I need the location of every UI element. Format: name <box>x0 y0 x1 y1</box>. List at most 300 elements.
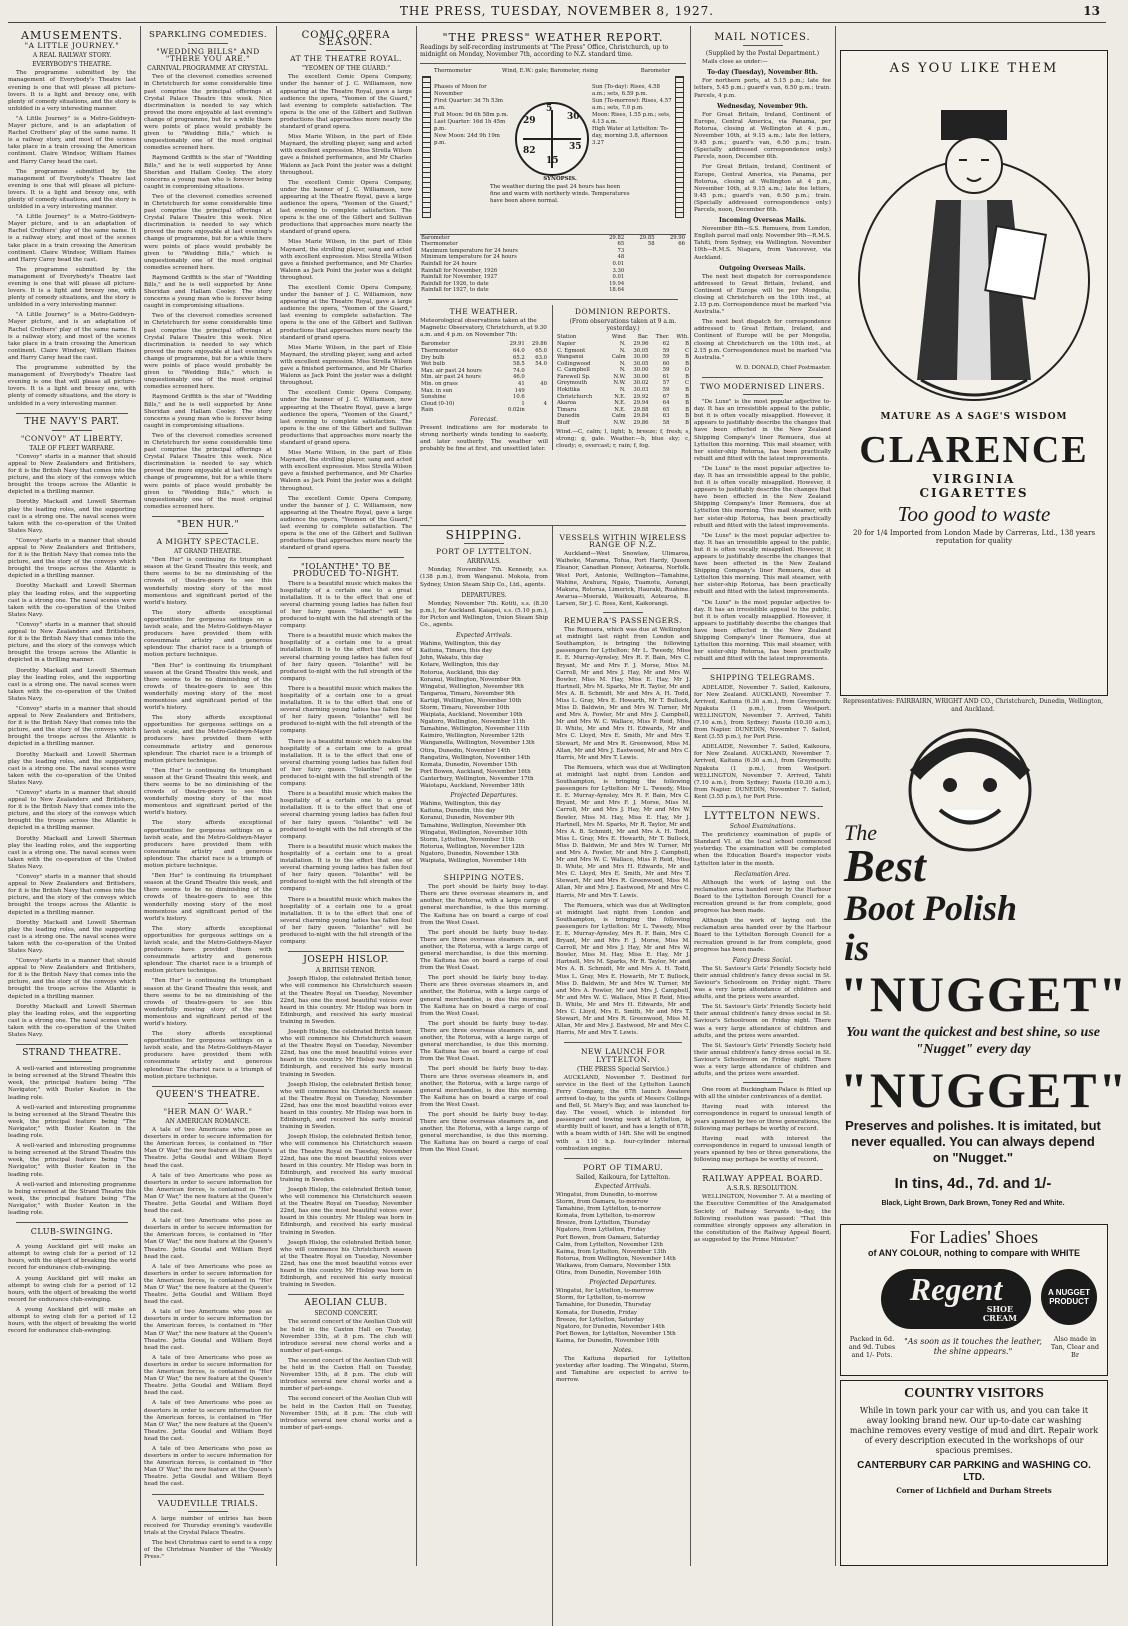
article-paragraph: There is a beautiful music which makes the hospitality of a certain one to a great installation. It is to the effect that one of several charming young ladies has fallen foul of her fairy queen. "Iolanthe" will be produced to-night with the full strength of the company. <box>280 685 412 735</box>
weather-readings-table <box>420 235 686 294</box>
article-paragraph: The story affords exceptional opportunities for gorgeous settings on a lavish scale, and the Metro-Goldwyn-Mayer producers have provided them with consummate artistry and generous splendour. The chariot race is a triumph of motion picture technique. <box>144 609 272 659</box>
dial-number: 5 <box>546 103 553 114</box>
article-paragraph: The best Christmas card to send is a copy of the Christmas Number of the "Weekly Press." <box>144 1539 272 1561</box>
ad-fineprint: 20 for 1/4 Imported from London Made by Carreras, Ltd., 138 years reputation for quality <box>852 529 1096 545</box>
table-cell <box>625 261 655 268</box>
table-cell: C <box>684 380 689 387</box>
list-item: Rotorua, from Wellington, November 14th <box>556 1255 676 1262</box>
observations-table <box>420 341 548 414</box>
dominion-note: Wind.—C, calm; l, light; b, breeze; f, fresh; s, strong; g, gale. Weather.—b, blue sky; c, cloudy; o, overcast; r, rain; f, fog. <box>556 428 690 449</box>
article-paragraph: A well-varied and interesting programme is being screened at the Strand Theatre this week, the principal feature being "The Navigator," with Buster Keaton in the leading role. <box>8 1104 136 1140</box>
table-cell: 60 <box>662 360 670 367</box>
heading-timaru-projected: Projected Departures. <box>589 1279 657 1287</box>
ad-regent-shoe-cream <box>840 1224 1108 1376</box>
heading-the-weather: THE WEATHER. <box>449 307 519 317</box>
article-paragraph: "Ben Hur" is continuing its triumphant season at the Grand Theatre this week, and there seems to be no diminishing of the crowds of theatre-goers to see this wonderfully moving story of the most momentous and significant period of the world's history. <box>144 873 272 922</box>
shipping-notes: The port should be fairly busy to-day. There are three overseas steamers in, and another, the Rotorua, with a large cargo of general merchandise, is due this morning. The Kaituna has on board a cargo of coal from the West Coast. <box>420 884 548 926</box>
table-cell: 54.0 <box>535 361 547 368</box>
barometer-label: Barometer <box>640 67 670 74</box>
list-item: Storm, for Lyttelton, to-morrow <box>556 1295 646 1302</box>
table-cell: Barometer <box>421 341 450 348</box>
heading-projected-departures: Projected Departures. <box>450 792 518 800</box>
article-paragraph: There is a beautiful music which makes the hospitality of a certain one to a great installation. It is to the effect that one of several charming young ladies has fallen foul of her fairy queen. "Iolanthe" will be produced to-night with the full strength of the company. <box>280 843 412 893</box>
masthead <box>0 0 1114 22</box>
table-cell: Barometer <box>421 234 450 241</box>
heading-strand: STRAND THEATRE. <box>22 1048 122 1059</box>
list-item: Rangatira, Wellington, November 14th <box>420 754 531 761</box>
list-item: Port Bowen, from Oamaru, Saturday <box>556 1234 660 1241</box>
list-item: Breeze, for Lyttelton, Saturday <box>556 1316 645 1323</box>
postal-dept: (Supplied by the Postal Department.) <box>705 50 820 58</box>
ad-best: Best <box>844 840 926 891</box>
table-cell: B <box>685 413 689 420</box>
ad-nugget-colours: Black, Light Brown, Dark Brown, Toney Red and White. <box>881 1200 1065 1207</box>
mail-paragraph: November 8th—S.S. Remuera, from London, English parcel mail only. November 9th—R.M.S. Tahiti, from Sydney, via Wellington. November 10th—R.M.S. Niagara, from Vancouver, via Auckland. <box>694 226 831 261</box>
launch-text: AUCKLAND, November 7. Destined for service in the fleet of the Lyttelton Launch Ferry Company, the 67ft launch Awatere arrived to-day, to the yards of Messrs Collings and Bell, St. Mary's Bay, and was launched to-day. The vessel, which is intended for passenger and towing work at Lyttelton, is sturdily built of kauri, and has a length of 67ft, with a beam width of 14ft. She will be engined with a 110 h.p. four-cylinder internal combustion engine. <box>556 1074 690 1152</box>
heading-dominion-reports: DOMINION REPORTS. <box>574 307 671 317</box>
divider <box>288 557 404 558</box>
table-cell: 30.00 <box>633 373 649 380</box>
table-cell: N. <box>619 360 626 367</box>
table-cell: 65 <box>617 241 625 248</box>
ad-illustration-sage <box>841 80 1107 410</box>
table-cell: 30.02 <box>633 380 649 387</box>
table-cell: 61 <box>662 373 670 380</box>
divider <box>152 1086 264 1087</box>
divider <box>564 1042 682 1043</box>
article-paragraph: "Convoy" starts in a manner that should appeal to New Zealanders and Britishers, for it is the British Navy that comes into the picture, and the story of the convoys which brought the troops across the Atlantic is depicted in a thrilling manner. <box>8 790 136 832</box>
article-paragraph: "Ben Hur" is continuing its triumphant season at the Grand Theatre this week, and there seems to be no diminishing of the crowds of theatre-goers to see this wonderfully moving story of the most momentous and significant period of the world's history. <box>144 662 272 712</box>
table-cell <box>656 281 686 288</box>
wind-dial <box>515 102 589 176</box>
subheading: TALE OF FLEET WARFARE. <box>29 444 115 452</box>
divider <box>16 1222 128 1223</box>
heading-sparkling-comedies: SPARKLING COMEDIES. <box>148 30 268 40</box>
article-paragraph: Miss Marie Wilson, in the part of Elsie Maynard, the strolling player, sang and acted with excellent expression. Miss Strella Wilson gave a finished performance, and Mr Charles Walenn as Jack Point the jester was a delight throughout. <box>280 239 412 281</box>
article-paragraph: Dorothy Mackaill and Lowell Sherman play the leading roles, and the supporting cast is a strong one. The naval scenes were taken with the co-operation of the United States Navy. <box>8 583 136 618</box>
moon-phase: Phases of Moon for November <box>434 83 487 97</box>
weather-observations <box>420 305 548 453</box>
ad-headline: AS YOU LIKE THEM <box>889 61 1059 76</box>
article-paragraph: "Ben Hur" is continuing its triumphant season at the Grand Theatre this week, and there seems to be no diminishing of the crowds of theatre-goers to see this wonderfully moving story of the most momentous and significant period of the world's history. <box>144 767 272 817</box>
article-paragraph: The programme submitted by the management of Everybody's Theatre last evening is one that will please all picture-lovers. It is a light and breezy one, with plenty of comedy situations, and the story is unfolded in a very interesting manner. <box>8 365 136 407</box>
dial-number: 15 <box>546 155 559 166</box>
column-rule <box>690 26 691 1566</box>
article-paragraph: Two of the cleverest comedies screened in Christchurch for some considerable time past comprise the principal offerings at Crystal Palace Theatre this week. Nice discrimination is needed to say which proved the more enjoyable at last evening's change of programme, but for a while there were points of place would probably be given to "Wedding Bills," which is unquestionably one of the most original comedies screened here. <box>144 193 272 271</box>
subheading: "WEDDING BILLS" AND "THERE YOU ARE." <box>156 47 260 64</box>
postmaster-signature: W. D. DONALD, Chief Postmaster. <box>735 364 831 371</box>
table-cell: C <box>684 347 689 354</box>
list-item: Otira, Dunedin, November 14th <box>420 747 511 754</box>
table-cell: 30.00 <box>633 367 649 374</box>
table-cell: Collingwood <box>557 360 591 367</box>
table-cell: 10.6 <box>512 394 525 401</box>
article-paragraph: There is a beautiful music which makes the hospitality of a certain one to a great installation. It is to the effect that one of several charming young ladies has fallen foul of her fairy queen. "Iolanthe" will be produced to-night with the full strength of the company. <box>280 580 412 630</box>
divider <box>743 1082 783 1083</box>
masthead-title: THE PRESS, TUESDAY, NOVEMBER 8, 1927. <box>399 4 715 18</box>
table-cell: Dry bulb <box>421 354 445 361</box>
table-row <box>420 407 548 414</box>
ad-brand-clarence: CLARENCE <box>859 429 1089 471</box>
ad-country-text: While in town park your car with us, and you can take it away looking brand new. Our up-to-date car washing machine removes every vestige of mud and dirt. Repair work of every description executed in the workshops of our spacious premises. <box>849 1406 1099 1455</box>
shipping-notes: The port should be fairly busy to-day. There are three overseas steamers in, and another, the Rotorua, with a large cargo of general merchandise, is due this morning. The Kaituna has on board a cargo of coal from the West Coast. <box>420 1020 548 1063</box>
table-cell: 29.90 <box>669 234 685 241</box>
table-cell: B <box>685 406 689 413</box>
table-cell: 59 <box>662 367 670 374</box>
article-paragraph: "A Little Journey" is a Metro-Goldwyn-Mayer picture, and is an adaptation of Rachel Crothers' play of the same name. It is a railway story, and most of the scenes take place in a train crossing the American continent. Claire Windsor, William Haines and Harry Carey head the cast. <box>8 115 136 165</box>
heading-modernised-liners: TWO MODERNISED LINERS. <box>700 381 825 391</box>
list-item: Wanganella, Wellington, November 13th <box>420 740 535 747</box>
divider <box>16 1044 128 1045</box>
list-item: Komata, from Lyttelton, to-morrow <box>556 1213 656 1220</box>
table-cell: B <box>685 373 689 380</box>
article-paragraph: Two of the cleverest comedies screened in Christchurch for some considerable time past comprise the principal offerings at Crystal Palace Theatre this week. Nice discrimination is needed to say which proved the more enjoyable at last evening's change of programme, but for a while there were points of place would probably be given to "Wedding Bills," which is unquestionably one of the most original comedies screened here. <box>144 313 272 391</box>
table-cell: 73 <box>617 247 625 254</box>
ad-country-company: CANTERBURY CAR PARKING and WASHING CO. LTD. <box>857 1460 1091 1483</box>
ad-boot-polish: Boot Polish <box>844 888 1018 928</box>
ad-regent-cream: CREAM <box>982 1313 1017 1323</box>
railway-subhead: A.S.R.S. RESOLUTION. <box>727 1185 798 1193</box>
article-paragraph: There is a beautiful music which makes the hospitality of a certain one to a great installation. It is to the effect that one of several charming young ladies has fallen foul of her fairy queen. "Iolanthe" will be produced to-night with the full strength of the company. <box>280 633 412 682</box>
table-cell: Rainfall for 1926, to date <box>421 280 489 287</box>
heading-remuera-passengers: REMUERA'S PASSENGERS. <box>563 615 683 625</box>
article-paragraph: Joseph Hislop, the celebrated British tenor, who will commence his Christchurch season at the Theatre Royal on Tuesday, November 22nd, has one the most beautiful voices ever heard in this country. Mr Hislop was born in Edinburgh, and received his early musical training in Sweden. <box>280 1239 412 1289</box>
article-paragraph: "Convoy" starts in a manner that should appeal to New Zealanders and Britishers, for it is the British Navy that comes into the picture, and the story of the convoys which brought the troops across the Atlantic is depicted in a thrilling manner. <box>8 621 136 664</box>
weather-chart <box>420 63 686 235</box>
table-cell: 67 <box>662 393 670 400</box>
moon-phase: Last Quarter: 16d 1h 45m p.m. <box>434 118 506 132</box>
article-paragraph: "Convoy" starts in a manner that should appeal to New Zealanders and Britishers, for it is the British Navy that comes into the picture, and the story of the convoys which brought the troops across the Atlantic is depicted in a thrilling manner. <box>8 705 136 748</box>
list-item: Port Bowen, for Lyttelton, November 15th <box>556 1330 676 1337</box>
table-cell: Min. air past 24 hours <box>421 374 481 381</box>
sun-time: Sun (To-day): Rises, 4.58 a.m.; sets, 6.59 p.m. <box>592 83 660 97</box>
list-item: Ngatoro, from Lyttelton, Friday <box>556 1227 646 1234</box>
table-cell: B <box>685 393 689 400</box>
table-cell: N.E. <box>614 406 626 413</box>
article-paragraph: The excellent Comic Opera Company, under the banner of J. C. Williamson, now appearing at the Theatre Royal, gave a large audience the opera, "Yeomen of the Guard," last evening to complete satisfaction. The opera is the one of the Gilbert and Sullivan productions that approaches more nearly the standard of grand opera. <box>280 390 412 446</box>
article-paragraph: The second concert of the Aeolian Club will be held in the Caxton Hall on Tuesday, November 15th, at 8 p.m. The club will introduce several new choral works and a number of part-songs. <box>280 1357 412 1393</box>
table-cell: Wind <box>611 334 626 341</box>
table-cell: 0.01 <box>612 274 625 281</box>
article-paragraph: Having read with interest the correspondence in regard to unusual length of years spanned by two or three generations, the following may perhaps be worthy of record. <box>694 1104 831 1132</box>
table-cell: 65 <box>662 406 670 413</box>
table-cell: 65.2 <box>512 354 525 361</box>
article-paragraph: Dorothy Mackaill and Lowell Sherman play the leading roles, and the supporting cast is a strong one. The naval scenes were taken with the co-operation of the United States Navy. <box>8 919 136 954</box>
article-paragraph: A young Auckland girl will make an attempt to swing club for a period of 12 hours, with the object of breaking the world record for endurance club-swinging. <box>8 1306 136 1335</box>
article-paragraph: "A Little Journey" is a Metro-Goldwyn-Mayer picture, and is an adaptation of Rachel Crothers' play of the same name. It is a railway story, and most of the scenes take place in a train crossing the American continent. Claire Windsor, William Haines and Harry Carey head the cast. <box>8 312 136 361</box>
sun-time: Sun (To-morrow): Rises, 4.57 a.m.; sets, 7.0 p.m. <box>592 97 672 111</box>
sun-moon-times <box>592 84 672 147</box>
heading-timaru-expected: Expected Arrivals. <box>594 1182 652 1190</box>
article-paragraph: The excellent Comic Opera Company, under the banner of J. C. Williamson, now appearing at the Theatre Royal, gave a large audience the opera, "Yeomen of the Guard," last evening to complete satisfaction. The opera is the one of the Gilbert and Sullivan productions that approaches more nearly the standard of grand opera. <box>280 495 412 552</box>
list-item: Koranui, Dunedin, November 9th <box>420 815 515 822</box>
table-row <box>556 367 690 374</box>
table-cell <box>656 274 686 281</box>
ad-representatives: Representatives: FAIRBAIRN, WRIGHT AND CO., Christchurch, Dunedin, Wellington, and Auckland. <box>842 698 1104 713</box>
article-paragraph: There is a beautiful music which makes the hospitality of a certain one to a great installation. It is to the effect that one of several charming young ladies has fallen foul of her fairy queen. "Iolanthe" will be produced to-night with the full strength of the company. <box>280 738 412 788</box>
article-paragraph: "Convoy" starts in a manner that should appeal to New Zealanders and Britishers, for it is the British Navy that comes into the picture, and the story of the convoys which brought the troops across the Atlantic is depicted in a thrilling manner. <box>8 453 136 496</box>
list-item: Tamahine, Wellington, November 9th <box>420 822 526 829</box>
article-paragraph: The excellent Comic Opera Company, under the banner of J. C. Williamson, now appearing at the Theatre Royal, gave a large audience the opera, "Yeomen of the Guard," last evening to complete satisfaction. The opera is the one of the Gilbert and Sullivan productions that approaches more nearly the standard of grand opera. <box>280 74 412 131</box>
heading-expected-arrivals: Expected Arrivals. <box>455 632 513 640</box>
table-cell: Rain <box>421 407 434 414</box>
divider <box>152 1494 264 1495</box>
table-cell: Bar. <box>637 334 649 341</box>
news-subhead: School Examinations. <box>729 823 796 831</box>
list-item: Otira, from Dunedin, November 16th <box>556 1270 662 1277</box>
table-cell: 18.64 <box>609 287 625 294</box>
table-row <box>420 348 548 355</box>
weather-dominion-block <box>420 305 690 525</box>
table-cell <box>526 374 548 381</box>
article-paragraph: "A Little Journey" is a Metro-Goldwyn-Mayer picture, and is an adaptation of Rachel Crothers' play of the same name. It is a railway story, and most of the scenes take place in a train crossing the American continent. Claire Windsor, William Haines and Harry Carey head the cast. <box>8 214 136 263</box>
article-paragraph: The second concert of the Aeolian Club will be held in the Caxton Hall on Tuesday, November 15th, at 8 p.m. The club will introduce several new choral works and a number of part-songs. <box>280 1396 412 1431</box>
article-paragraph: A tale of two Americans who pose as deserters in order to secure information for the American forces, is contained in "Her Man O' War," the new feature at the Queen's Theatre. Jetta Goudal and William Boyd head the cast. <box>144 1263 272 1306</box>
table-cell: 48 <box>617 254 625 261</box>
article-paragraph: The excellent Comic Opera Company, under the banner of J. C. Williamson, now appearing at the Theatre Royal, gave a large audience the opera, "Yeomen of the Guard," last evening to complete satisfaction. The opera is the one of the Gilbert and Sullivan productions that approaches more nearly the standard of grand opera. <box>280 285 412 341</box>
table-row <box>420 368 548 375</box>
article-paragraph: One room at Buckingham Palace is fitted up with all the sinister contrivances of a dentist. <box>694 1087 831 1101</box>
divider <box>52 1239 92 1240</box>
table-cell: 74.0 <box>512 367 525 374</box>
list-item: Rotorua, Auckland, this day <box>420 669 499 676</box>
ad-country-address: Corner of Lichfield and Durham Streets <box>896 1486 1052 1495</box>
heading-vessels-wireless: VESSELS WITHIN WIRELESS RANGE OF N.Z. <box>559 533 687 550</box>
mail-subhead: Incoming Overseas Mails. <box>719 217 806 225</box>
table-cell: 4 <box>543 400 547 407</box>
list-item: Wahine, Wellington, this day <box>420 801 501 808</box>
ad-regent-quote: "As soon as it touches the leather, the shine appears." <box>904 1337 1042 1356</box>
divider <box>52 1061 92 1062</box>
list-item: Wingatui, for Lyttelton, to-morrow <box>556 1288 654 1295</box>
table-cell: Min. on grass <box>421 380 458 387</box>
table-cell: 64 <box>662 400 670 407</box>
subheading: AT THE THEATRE ROYAL. <box>290 54 402 64</box>
article-paragraph: Although the work of laying out the reclamation area handed over by the Harbour Board to the Lyttelton Borough Council for a recreation ground is far from complete, good progress has been made. <box>694 879 831 915</box>
article-paragraph: Joseph Hislop, the celebrated British tenor, who will commence his Christchurch season at the Theatre Royal on Tuesday, November 22nd, has one the most beautiful voices ever heard in this country. Mr Hislop was born in Edinburgh, and received his early musical training in Sweden. <box>280 1186 412 1236</box>
mail-paragraph: The next best dispatch for correspondence addressed to Great Britain, Ireland, and Continent of Europe will be per Mongolia, closing at Christchurch on the 10th inst., at 2.15 p.m. Correspondence must be marked "via Australia." <box>694 273 831 316</box>
divider <box>188 1103 228 1104</box>
mail-paragraph: For Great Britain, Ireland, Continent of Europe, Central America, via Panama, per Rotorua, closing at Wellington at 4 p.m., November 10th, at 9.15 a.m.; late fee letters, 9.45 p.m.; guard's van, 6.50 p.m.; train. (Specially addressed correspondence only.) Parcels, noon, December 6th. <box>694 111 831 161</box>
table-cell: 63.0 <box>535 354 547 361</box>
table-row <box>556 380 690 387</box>
list-item: Kaituna, Dunedin, this day <box>420 808 496 815</box>
ad-nugget-tins: In tins, 4d., 7d. and 1/- <box>894 1175 1052 1192</box>
ad-nugget-brand-2: "NUGGET" <box>840 1062 1128 1118</box>
table-cell: 19.94 <box>609 280 625 287</box>
timaru-departures-list <box>556 1288 690 1345</box>
table-cell: 29.85 <box>639 234 655 241</box>
subheading: CARNIVAL PROGRAMME AT CRYSTAL. <box>147 65 269 73</box>
table-cell <box>625 248 655 255</box>
list-item: Waiotapu, Auckland, November 18th <box>420 783 525 790</box>
article-paragraph: The proficiency examination of pupils of Standard VI. at the local school commenced yesterday. The examination will be completed when the Education Board's inspector visits Lyttelton later in the month. <box>694 832 831 867</box>
list-item: Kotare, Wellington, this day <box>420 662 499 669</box>
table-cell: Calm <box>611 354 626 361</box>
high-water: High Water at Lyttelton: To-day, morning 3.8, afternoon 3.27 <box>592 125 669 146</box>
table-cell: Dunedin <box>557 413 580 420</box>
table-cell <box>526 368 548 375</box>
masthead-rule <box>8 22 1106 23</box>
article-paragraph: The excellent Comic Opera Company, under the banner of J. C. Williamson, now appearing at the Theatre Royal, gave a large audience the opera, "Yeomen of the Guard," last evening to complete satisfaction. The opera is the one of the Gilbert and Sullivan productions that approaches more nearly the standard of grand opera. <box>280 179 412 236</box>
table-cell: N.W. <box>613 380 626 387</box>
table-row <box>420 341 548 348</box>
shipping-block <box>420 526 690 1626</box>
timaru-sailed: Sailed, Kaikoura, for Lyttelton. <box>575 1173 671 1181</box>
table-cell: 29.94 <box>633 400 649 407</box>
table-cell: 0.02in <box>507 407 525 414</box>
article-paragraph: Dorothy Mackaill and Lowell Sherman play the leading roles, and the supporting cast is a strong one. The naval scenes were taken with the co-operation of the United States Navy. <box>8 835 136 870</box>
dial-number: 29 <box>523 115 536 126</box>
table-cell: Greymouth <box>557 380 588 387</box>
table-row <box>556 387 690 394</box>
heading-queens-theatre: QUEEN'S THEATRE. <box>155 1089 261 1100</box>
table-cell: 59 <box>662 387 670 394</box>
article-paragraph: The St. Saviour's Girls' Friendly Society held their annual children's fancy dress social in St. Saviour's Schoolroom on Friday night. There was a very large attendance of children and adults, and the prizes were awarded. <box>694 1042 831 1078</box>
article-paragraph: The story affords exceptional opportunities for gorgeous settings on a lavish scale, and the Metro-Goldwyn-Mayer producers have provided them with consummate artistry and generous splendour. The chariot race is a triumph of motion picture technique. <box>144 925 272 975</box>
list-item: Waikawa, from Oamaru, November 15th <box>556 1262 671 1269</box>
heading-club-swinging: CLUB-SWINGING. <box>30 1227 114 1237</box>
subheading: "A LITTLE JOURNEY." <box>24 41 120 51</box>
table-row <box>556 420 690 427</box>
wind-label: Wind, E.W.: gale; Barometer, rising <box>502 67 598 74</box>
thermometer-label: Thermometer <box>434 67 472 74</box>
heading-ben-hur: "BEN HUR." <box>176 519 240 530</box>
table-cell: 0.01 <box>612 261 625 268</box>
article-paragraph: Dorothy Mackaill and Lowell Sherman play the leading roles, and the supporting cast is a strong one. The naval scenes were taken with the co-operation of the United States Navy. <box>8 1003 136 1038</box>
projected-departures-list <box>420 801 548 865</box>
ad-regent-shoe: SHOE <box>986 1304 1014 1314</box>
table-cell: Ther. <box>655 334 670 341</box>
table-cell: 58.5 <box>512 361 525 368</box>
article-paragraph: Dorothy Mackaill and Lowell Sherman play the leading roles, and the supporting cast is a strong one. The naval scenes were taken with the co-operation of the United States Navy. <box>8 499 136 534</box>
heading-shipping-telegrams: SHIPPING TELEGRAMS. <box>709 673 816 683</box>
article-paragraph: The programme submitted by the management of Everybody's Theatre last evening is one that will please all picture-lovers. It is a light and breezy one, with plenty of comedy situations, and the story is unfolded in a very interesting manner. <box>8 70 136 112</box>
table-cell: 58 <box>662 420 670 427</box>
list-item: Wahine, Wellington, this day <box>420 641 501 648</box>
ad-is: is <box>844 927 870 969</box>
article-paragraph: A young Auckland girl will make an attempt to swing club for a period of 12 hours, with the object of breaking the world record for endurance club-swinging. <box>8 1275 136 1303</box>
table-cell: Bluff <box>557 420 570 427</box>
table-cell: 59 <box>662 347 670 354</box>
list-item: Ngatoro, Wellington, November 11th <box>420 719 526 726</box>
article-paragraph: "Ben Hur" is continuing its triumphant season at the Grand Theatre this week, and there seems to be no diminishing of the crowds of theatre-goers to see this wonderfully moving story of the most momentous and significant period of the world's history. <box>144 978 272 1027</box>
table-cell: Napier <box>557 340 576 347</box>
passengers-text: The Remuera, which was due at Wellington at midnight last night from London and Southampton, is bringing the following passengers for Lyttelton: Mr L. Tweedy, Miss E. E. Murray-Aynsley, Mrs R. F. Bain, Mrs C. Bryant, Mr and Mrs F. J. Morse, Miss M. Carroll, Mr and Mrs J. Hay, Mr and Mrs W. Bowler, Miss M. Hay, Miss E. Hay, Mr J. Hartnell, Mrs M. Sparks, Mr R. Taylor, Mr and Mrs A. B. Schmidt, Mr and Mrs A. H. Todd, Miss L. Gray, Mrs E. Howarth, Mr T. Bullock, Miss D. Baldwin, Mr and Mrs W. Turner, Mr and Mrs A. Fowler, Mr and Mrs J. Campbell, Mr and Mrs W. C. Wallace, Miss P. Reid, Miss D. White, Mr and Mrs H. Edwards, Mr and Mrs C. Lloyd, Mrs E. Smith, Mr and Mrs T. Stewart, Mr and Mrs R. Greenwood, Miss M. Allan, Mr and Mrs J. Eastwood, Mr and Mrs C. Harris, Mr and Mrs T. Lewis. <box>556 764 690 899</box>
table-cell <box>526 388 548 395</box>
moon-phase: First Quarter: 3d 7h 53m a.m. <box>434 97 504 111</box>
table-cell: 30.03 <box>633 387 649 394</box>
ad-nugget-tagline: You want the quickest and best shine, so use "Nugget" every day <box>846 1025 1100 1057</box>
table-cell: 149 <box>514 387 525 394</box>
table-cell: Akaroa <box>557 400 577 407</box>
table-cell: Station <box>557 334 577 341</box>
mail-subhead: Outgoing Overseas Mails. <box>719 264 806 272</box>
article-paragraph: "De Luxe" is the most popular adjective to-day. It has an irresistible appeal to the public, but it is often vocally misapplied. However, it appears to justifiably describe the changes that have been effected in the New Zealand Shipping Company's liner Remuera, due at Lyttelton this morning. This mail steamer, with her sister-ship Rotorua, has been practically rebuilt and fitted with the latest improvements. <box>694 599 831 663</box>
table-cell: Max. in sun <box>421 387 453 394</box>
divider <box>702 1169 823 1170</box>
table-cell: Rainfall for November, 1927 <box>421 274 498 281</box>
article-paragraph: "De Luxe" is the most popular adjective to-day. It has an irresistible appeal to the public, but it is often vocally misapplied. However, it appears to justifiably describe the changes that have been effected in the New Zealand Shipping Company's liner Remuera, due at Lyttelton this morning. This mail steamer, with her sister-ship Rotorua, has been practically rebuilt and fitted with the latest improvements. <box>694 399 831 462</box>
dominion-lead: (From observations taken at 9 a.m. yesterday.) <box>569 318 677 333</box>
column-rule <box>416 26 417 1566</box>
table-cell: Calm <box>611 413 626 420</box>
table-row <box>420 355 548 362</box>
heading-port-timaru: PORT OF TIMARU. <box>582 1162 664 1172</box>
dial-number: 35 <box>569 141 582 152</box>
article-paragraph: The story affords exceptional opportunities for gorgeous settings on a lavish scale, and the Metro-Goldwyn-Mayer producers have provided them with consummate artistry and generous splendour. The chariot race is a triumph of motion picture technique. <box>144 715 272 764</box>
arrivals-text: Monday, November 7th. Kennedy, s.s. (138 p.m.), from Wanganui. Mokoia, from Sydney, Union Steam Ship Co., Ltd., agents. <box>420 567 548 588</box>
heading-shipping: SHIPPING. <box>445 528 523 543</box>
table-row <box>556 348 690 355</box>
mail-paragraph: The next best dispatch for correspondence addressed to Great Britain, Ireland, and Continent of Europe will be per Mongolia, closing at Christchurch on the 10th inst., at 2.15 p.m. Correspondence must be marked "via Australia." <box>694 319 831 361</box>
divider <box>152 516 264 517</box>
list-item: Tamahine, from Lyttelton, to-morrow <box>556 1206 662 1213</box>
article-paragraph: "Convoy" starts in a manner that should appeal to New Zealanders and Britishers, for it is the British Navy that comes into the picture, and the story of the convoys which brought the troops across the Atlantic is depicted in a thrilling manner. <box>8 958 136 1000</box>
table-cell: N.E. <box>614 400 626 407</box>
column-rule <box>140 26 141 1566</box>
ad-regent-brand: Regent <box>909 1271 1003 1307</box>
shipping-notes: The port should be fairly busy to-day. There are three overseas steamers in, and another, the Rotorua, with a large cargo of general merchandise, is due this morning. The Kaituna has on board a cargo of coal from the West Coast. <box>420 975 548 1017</box>
list-item: Komata, for Dunedin, Friday <box>556 1309 638 1316</box>
article-paragraph: "Convoy" starts in a manner that should appeal to New Zealanders and Britishers, for it is the British Navy that comes into the picture, and the story of the convoys which brought the troops across the Atlantic is depicted in a thrilling manner. <box>8 874 136 916</box>
column-weather-shipping <box>420 26 690 1566</box>
subheading: SECOND CONCERT. <box>314 1310 378 1318</box>
table-cell <box>656 254 686 261</box>
divider <box>702 668 823 669</box>
list-item: Kaima, for Dunedin, November 16th <box>556 1337 660 1344</box>
table-cell <box>625 274 655 281</box>
barometer-graph <box>675 76 684 218</box>
dial-needle <box>523 138 581 140</box>
table-cell: 40 <box>540 380 547 387</box>
table-cell <box>656 261 686 268</box>
divider <box>702 806 823 807</box>
synopsis-text: The weather during the past 24 hours has been fine and warm with northerly winds. Temperatures have been above normal. <box>490 183 630 204</box>
table-cell <box>625 268 655 275</box>
table-cell: Maximum temperature for 24 hours <box>421 247 518 254</box>
list-item: Ngatoro, Dunedin, November 13th <box>420 850 519 857</box>
article-paragraph: Joseph Hislop, the celebrated British tenor, who will commence his Christchurch season at the Theatre Royal on Tuesday, November 22nd, has one the most beautiful voices ever heard in this country. Mr Hislop was born in Edinburgh, and received his early musical training in Sweden. <box>280 1029 412 1078</box>
heading-amusements: AMUSEMENTS. <box>21 29 123 42</box>
observations-lead: Meteorological observations taken at the Magnetic Observatory, Christchurch, at 9.30 a.m. and 4 p.m. on November 7th: <box>420 318 547 339</box>
ad-mature-slogan: MATURE AS A SAGE'S WISDOM <box>880 412 1068 422</box>
ad-too-good-to-waste: Too good to waste <box>897 502 1051 526</box>
article-paragraph: Two of the cleverest comedies screened in Christchurch for some considerable time past comprise the principal offerings at Crystal Palace Theatre this week. Nice discrimination is needed to say which proved the more enjoyable at last evening's change of programme, but for a while there were points of place would probably be given to "Wedding Bills," which is unquestionably one of the most original comedies screened here. <box>144 432 272 510</box>
table-cell: 3.30 <box>612 267 625 274</box>
table-row <box>420 374 548 381</box>
table-row <box>420 281 686 288</box>
table-cell: Wanganui <box>557 354 584 361</box>
table-cell: 59 <box>662 354 670 361</box>
article-paragraph: Miss Marie Wilson, in the part of Elsie Maynard, the strolling player, sang and acted with excellent expression. Miss Strella Wilson gave a finished performance, and Mr Charles Walenn as Jack Point the jester was a delight throughout. <box>280 134 412 176</box>
shipping-notes: The port should be fairly busy to-day. There are three overseas steamers in, and another, the Rotorua, with a large cargo of general merchandise, is due this morning. The Kaituna has on board a cargo of coal from the West Coast. <box>420 1111 548 1154</box>
heading-iolanthe: "IOLANTHE" TO BE PRODUCED TO-NIGHT. <box>292 562 400 579</box>
table-cell: 41 <box>518 380 525 387</box>
table-row <box>556 354 690 361</box>
article-paragraph: "Convoy" starts in a manner that should appeal to New Zealanders and Britishers, for it is the British Navy that comes into the picture, and the story of the convoys which brought the troops across the Atlantic is depicted in a thrilling manner. <box>8 537 136 580</box>
table-cell: B <box>685 420 689 427</box>
article-paragraph: A tale of two Americans who pose as deserters in order to secure information for the American forces, is contained in "Her Man O' War," the new feature at the Queen's Theatre. Jetta Goudal and William Boyd head the cast. <box>144 1445 272 1488</box>
table-cell: Wet bulb <box>421 361 445 368</box>
ad-nugget-product-badge: A NUGGET PRODUCT <box>1041 1269 1097 1325</box>
mail-paragraph: For Great Britain, Ireland, Continent of Europe, Central America, via Panama, per Rotorua, closing at Wellington at 4 p.m., November 10th, at 9.15 a.m.; late fee letters, 9.45 p.m.; guard's van, 6.50 p.m.; train. (Specially addressed correspondence only.) Parcels, noon, December 6th. <box>694 164 831 213</box>
table-cell: 29.86 <box>633 420 649 427</box>
article-paragraph: A young Auckland girl will make an attempt to swing club for a period of 12 hours, with the object of breaking the world record for endurance club-swinging. <box>8 1244 136 1272</box>
list-item: Waipiata, Wellington, November 14th <box>420 857 527 864</box>
page-number: 13 <box>1083 4 1100 18</box>
list-item: Kaituna, Timaru, this day <box>420 648 493 655</box>
